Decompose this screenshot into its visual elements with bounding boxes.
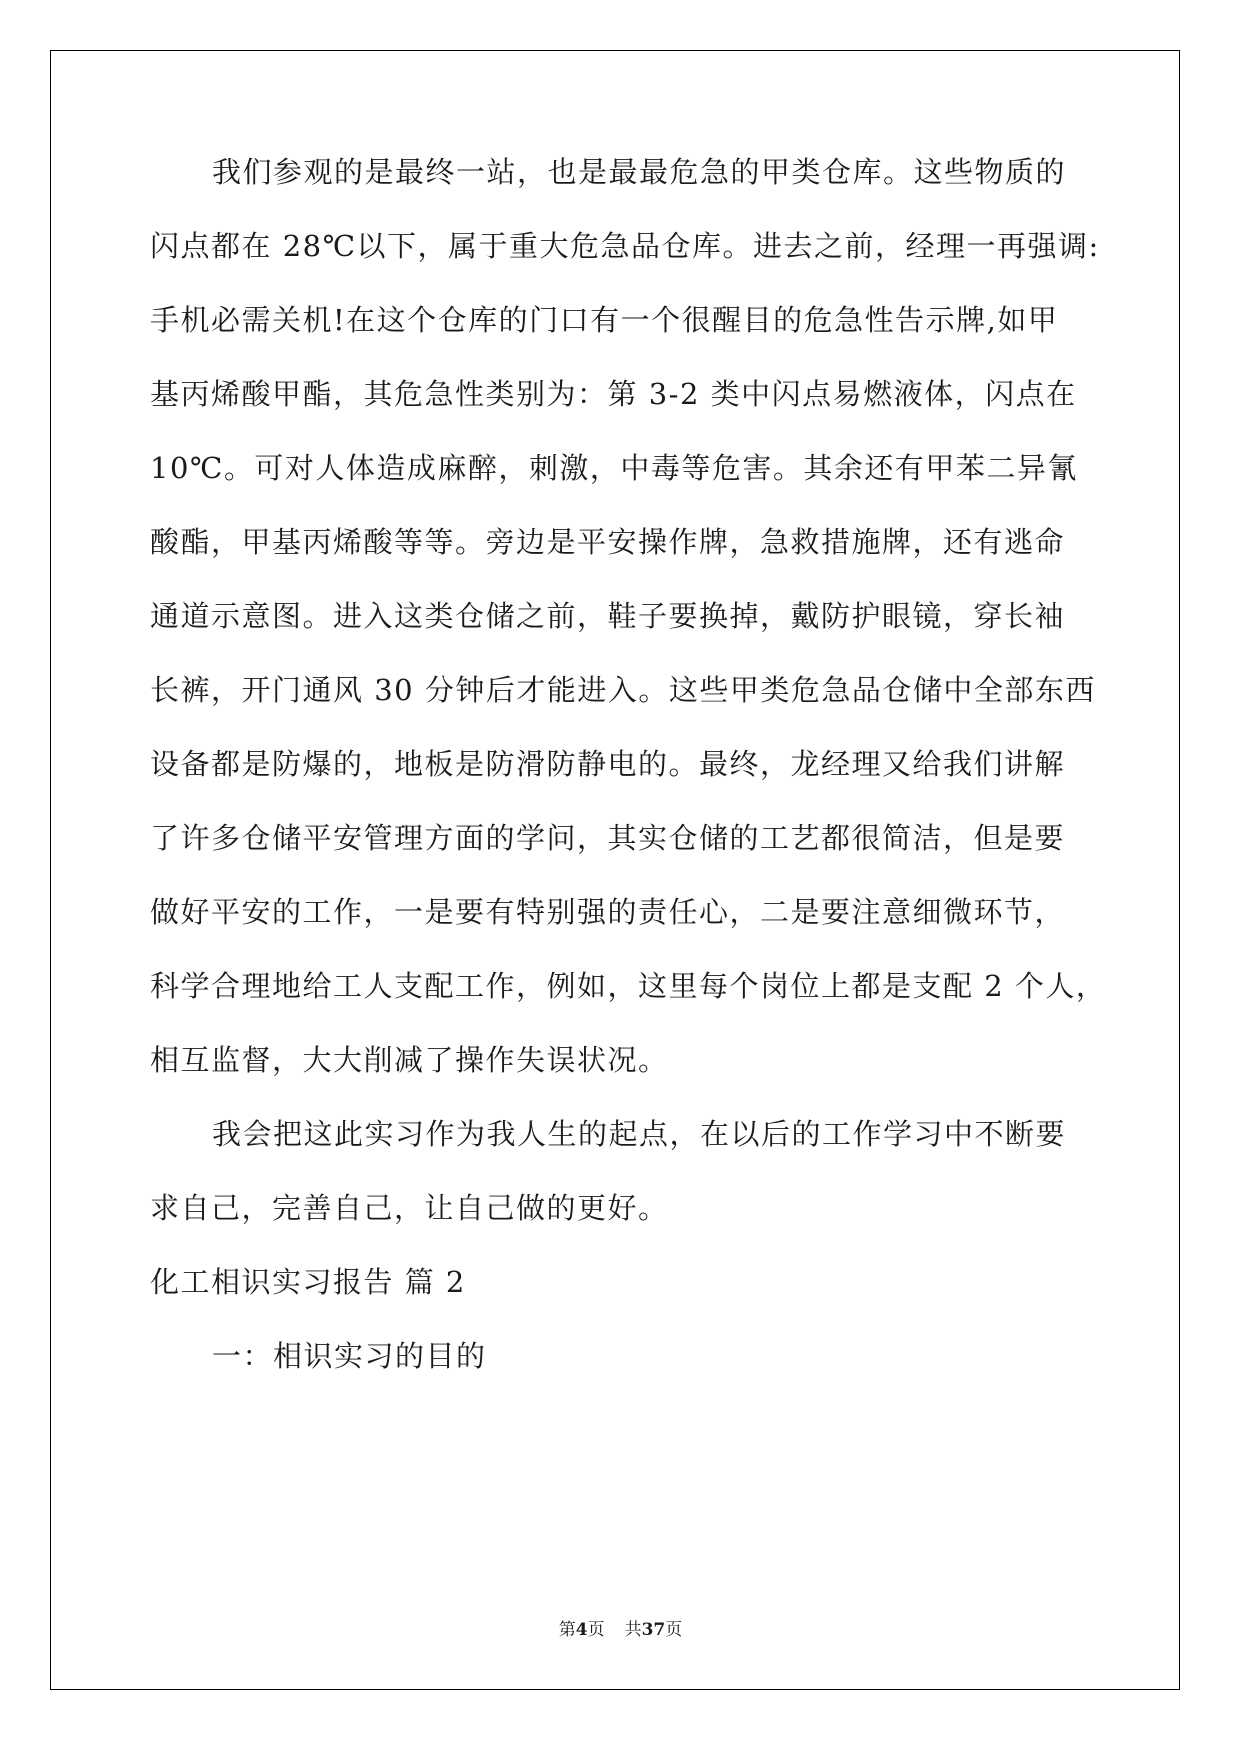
paragraph-1-line-7: 通道示意图。进入这类仓储之前，鞋子要换掉，戴防护眼镜，穿长袖 bbox=[150, 599, 1066, 633]
total-pages: 37 bbox=[641, 1620, 666, 1640]
paragraph-1-line-11: 做好平安的工作，一是要有特别强的责任心，二是要注意细微环节， bbox=[150, 895, 1066, 929]
paragraph-1-line-4: 基丙烯酸甲酯，其危急性类别为：第 3-2 类中闪点易燃液体，闪点在 bbox=[150, 377, 1077, 411]
page-prefix: 第 bbox=[558, 1620, 576, 1640]
subsection-title: 一：相识实习的目的 bbox=[212, 1339, 487, 1373]
page-border bbox=[50, 50, 1180, 1690]
paragraph-1-line-13: 相互监督，大大削减了操作失误状况。 bbox=[150, 1043, 669, 1077]
total-prefix: 共 bbox=[624, 1620, 642, 1640]
paragraph-1-line-9: 设备都是防爆的，地板是防滑防静电的。最终，龙经理又给我们讲解 bbox=[150, 747, 1066, 781]
paragraph-2-line-2: 求自己，完善自己，让自己做的更好。 bbox=[150, 1191, 669, 1225]
paragraph-1-line-6: 酸酯，甲基丙烯酸等等。旁边是平安操作牌，急救措施牌，还有逃命 bbox=[150, 525, 1066, 559]
paragraph-1-line-12: 科学合理地给工人支配工作，例如，这里每个岗位上都是支配 2 个人， bbox=[150, 969, 1107, 1003]
paragraph-1-line-10: 了许多仓储平安管理方面的学问，其实仓储的工艺都很简洁，但是要 bbox=[150, 821, 1066, 855]
paragraph-1-line-1: 我们参观的是最终一站，也是最最危急的甲类仓库。这些物质的 bbox=[212, 155, 1067, 189]
paragraph-1-line-8: 长裤，开门通风 30 分钟后才能进入。这些甲类危急品仓储中全部东西 bbox=[150, 673, 1096, 707]
paragraph-1-line-5: 10℃。可对人体造成麻醉，刺激，中毒等危害。其余还有甲苯二异氰 bbox=[150, 451, 1078, 485]
page-suffix: 页 bbox=[587, 1620, 605, 1640]
page-number: 4 bbox=[575, 1620, 588, 1640]
paragraph-1-line-2: 闪点都在 28℃以下，属于重大危急品仓库。进去之前，经理一再强调: bbox=[150, 229, 1100, 263]
page-footer bbox=[0, 1618, 1241, 1642]
paragraph-1-line-3: 手机必需关机!在这个仓库的门口有一个很醒目的危急性告示牌,如甲 bbox=[150, 303, 1059, 337]
total-suffix: 页 bbox=[665, 1620, 683, 1640]
paragraph-2-line-1: 我会把这此实习作为我人生的起点，在以后的工作学习中不断要 bbox=[212, 1117, 1067, 1151]
section-title: 化工相识实习报告 篇 2 bbox=[150, 1265, 466, 1299]
